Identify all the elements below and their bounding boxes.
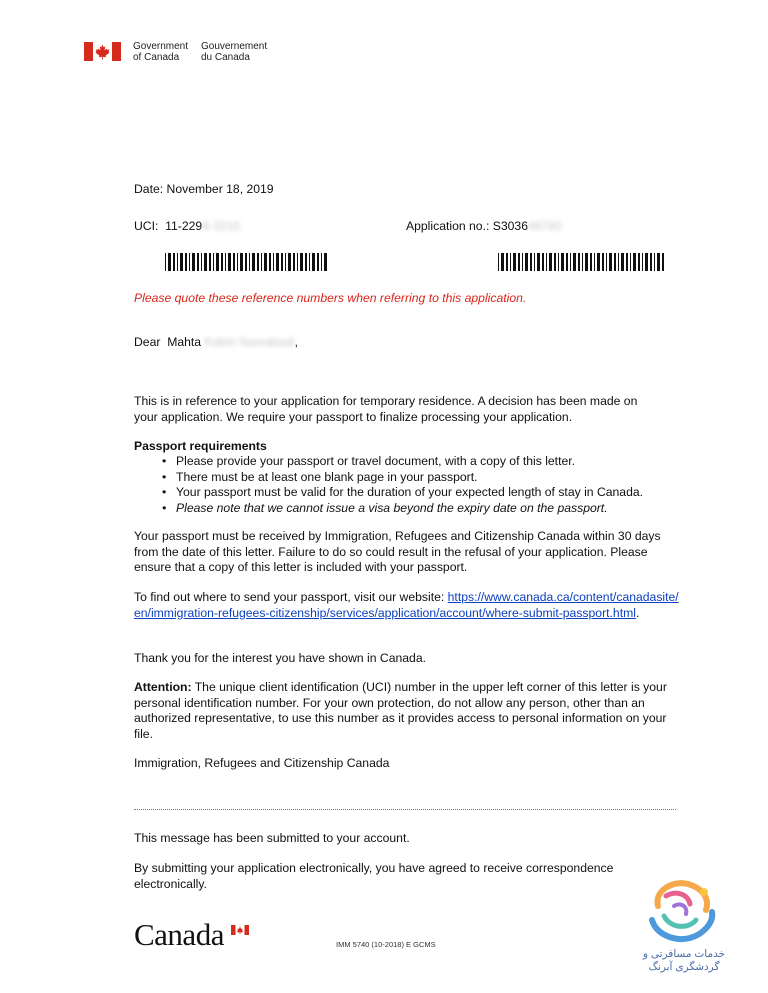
barcode-bar (269, 253, 271, 271)
government-of-canada-fr (201, 41, 267, 63)
barcode-bar (252, 253, 255, 271)
barcode-bar (506, 253, 508, 271)
barcode-bar (209, 253, 211, 271)
barcode-bar (566, 253, 568, 271)
requirement-item: • Please provide your passport or travel document, with a copy of this letter. (160, 454, 680, 470)
barcode-bar (498, 253, 499, 271)
barcode-bar (561, 253, 564, 271)
barcode-bar (549, 253, 552, 271)
divider (134, 809, 676, 810)
barcode-bar (257, 253, 259, 271)
barcode-bar (510, 253, 511, 271)
application-label: Application no.: (406, 219, 490, 233)
barcode-bar (597, 253, 600, 271)
gov-fr-line1: Gouvernement (201, 41, 268, 52)
barcode-bar (518, 253, 520, 271)
website-link-part1[interactable]: https://www.canada.ca/content/canadasite/ (447, 590, 679, 604)
barcode-bar (324, 253, 327, 271)
barcode-bar (530, 253, 532, 271)
barcode-bar (558, 253, 559, 271)
barcode-bar (192, 253, 195, 271)
uci-value: 11-229 (165, 219, 203, 233)
barcode-bar (216, 253, 219, 271)
uci-barcode (165, 253, 330, 271)
requirement-item: • Please note that we cannot issue a visa beyond the expiry date on the passport. (160, 501, 680, 517)
attention-paragraph (134, 680, 674, 742)
barcode-bar (317, 253, 319, 271)
barcode-bar (522, 253, 523, 271)
recipient-first-name: Mahta (167, 335, 202, 349)
barcode-bar (261, 253, 262, 271)
salutation-suffix: , (294, 335, 298, 349)
date-value: November 18, 2019 (166, 182, 274, 196)
reference-notice: Please quote these reference numbers when referring to this application. (134, 291, 527, 305)
barcode-bar (582, 253, 583, 271)
barcode-bar (165, 253, 166, 271)
application-redacted: 48780 (527, 219, 562, 233)
gov-en-line2: of Canada (133, 52, 180, 63)
canada-wordmark (134, 918, 224, 952)
barcode-bar (573, 253, 576, 271)
barcode-bar (534, 253, 535, 271)
website-link-part2[interactable]: en/immigration-refugees-citizenship/services/application/account/where-submit-passport.html (134, 605, 636, 620)
barcode-bar (273, 253, 274, 271)
date-label: Date: (134, 182, 164, 196)
barcode-bar (609, 253, 612, 271)
uci-redacted: 8-3215 (202, 219, 241, 233)
letter-date (134, 182, 274, 198)
watermark-line1: خدمات مسافرتی و (642, 948, 726, 960)
barcode-bar (285, 253, 286, 271)
barcode-bar (537, 253, 540, 271)
barcode-bar (630, 253, 631, 271)
barcode-bar (501, 253, 504, 271)
barcode-bar (293, 253, 295, 271)
intro-paragraph: This is in reference to your application for temporary residence. A decision has been made on your application. We require your passport to finalize processing your application. (134, 394, 638, 424)
barcode-bar (546, 253, 547, 271)
barcode-bar (626, 253, 628, 271)
barcode-bar (168, 253, 171, 271)
website-intro: To find out where to send your passport, visit our website: (134, 590, 445, 604)
website-period: . (635, 605, 640, 620)
barcode-bar (570, 253, 571, 271)
barcode-bar (525, 253, 528, 271)
barcode-bar (606, 253, 607, 271)
requirements-list (160, 454, 680, 516)
barcode-bar (638, 253, 640, 271)
barcode-bar (185, 253, 187, 271)
submitted-note: This message has been submitted to your account. (134, 831, 410, 845)
uci-label: UCI: (134, 219, 159, 233)
barcode-bar (240, 253, 243, 271)
government-of-canada-en (133, 41, 188, 63)
barcode-bar (300, 253, 303, 271)
form-number: IMM 5740 (10-2018) E GCMS (336, 940, 436, 949)
barcode-bar (614, 253, 616, 271)
barcode-bar (305, 253, 307, 271)
wordmark-flag-icon (231, 925, 249, 935)
salutation (134, 335, 298, 351)
barcode-bar (309, 253, 310, 271)
barcode-bar (197, 253, 199, 271)
barcode-bar (654, 253, 655, 271)
agency-watermark-logo-icon (644, 876, 722, 946)
barcode-bar (297, 253, 298, 271)
thanks-line: Thank you for the interest you have shown in Canada. (134, 651, 427, 665)
requirement-item: • Your passport must be valid for the duration of your expected length of stay in Canada. (160, 485, 680, 501)
barcode-bar (590, 253, 592, 271)
recipient-last-name-redacted: Kabiri Nasrabadi (204, 335, 295, 349)
barcode-bar (554, 253, 556, 271)
website-paragraph (134, 590, 704, 621)
barcode-bar (288, 253, 291, 271)
requirements-heading: Passport requirements (134, 439, 267, 453)
barcode-bar (264, 253, 267, 271)
barcode-bar (177, 253, 178, 271)
application-value: S3036 (492, 219, 528, 233)
barcode-bar (594, 253, 595, 271)
barcode-bar (225, 253, 226, 271)
barcode-bar (213, 253, 214, 271)
barcode-bar (180, 253, 183, 271)
uci-line (134, 219, 240, 235)
barcode-bar (312, 253, 315, 271)
barcode-bar (662, 253, 664, 271)
barcode-bar (173, 253, 175, 271)
application-barcode (498, 253, 664, 271)
signature: Immigration, Refugees and Citizenship Canada (134, 756, 390, 770)
barcode-bar (249, 253, 250, 271)
barcode-bar (233, 253, 235, 271)
barcode-bar (276, 253, 279, 271)
barcode-bar (221, 253, 223, 271)
barcode-bar (642, 253, 643, 271)
barcode-bar (201, 253, 202, 271)
consent-note: By submitting your application electronically, you have agreed to receive correspondence electronically. (134, 861, 614, 891)
gov-fr-line2: du Canada (201, 52, 250, 63)
canada-flag-icon (84, 42, 121, 61)
canada-wordmark-text: Canada (134, 917, 224, 952)
watermark-line2: گردشگری آبرنگ (648, 961, 720, 973)
requirement-item: • There must be at least one blank page in your passport. (160, 470, 680, 486)
barcode-bar (237, 253, 238, 271)
agency-watermark-text (636, 948, 732, 974)
barcode-bar (281, 253, 283, 271)
barcode-bar (228, 253, 231, 271)
barcode-bar (578, 253, 580, 271)
barcode-bar (621, 253, 624, 271)
barcode-bar (585, 253, 588, 271)
barcode-bar (513, 253, 516, 271)
barcode-bar (657, 253, 660, 271)
salutation-prefix: Dear (134, 335, 161, 349)
barcode-bar (633, 253, 636, 271)
application-number-line (406, 219, 562, 235)
barcode-bar (645, 253, 648, 271)
gov-en-line1: Government (133, 41, 189, 52)
deadline-paragraph: Your passport must be received by Immigration, Refugees and Citizenship Canada within 30 days from the date of this letter. Failure to do so could result in the refusal of your application. Please ensure that a copy of this letter is included with your passport. (134, 529, 661, 574)
attention-text: The unique client identification (UCI) number in the upper left corner of this letter is your personal identification number. For your own protection, do not allow any person, other than an authorized representative, to use this number as it provides access to personal information on your file. (134, 680, 667, 741)
barcode-bar (245, 253, 247, 271)
barcode-bar (189, 253, 190, 271)
barcode-bar (618, 253, 619, 271)
barcode-bar (321, 253, 322, 271)
barcode-bar (204, 253, 207, 271)
barcode-bar (650, 253, 652, 271)
barcode-bar (602, 253, 604, 271)
attention-label: Attention: (134, 680, 192, 694)
barcode-bar (542, 253, 544, 271)
